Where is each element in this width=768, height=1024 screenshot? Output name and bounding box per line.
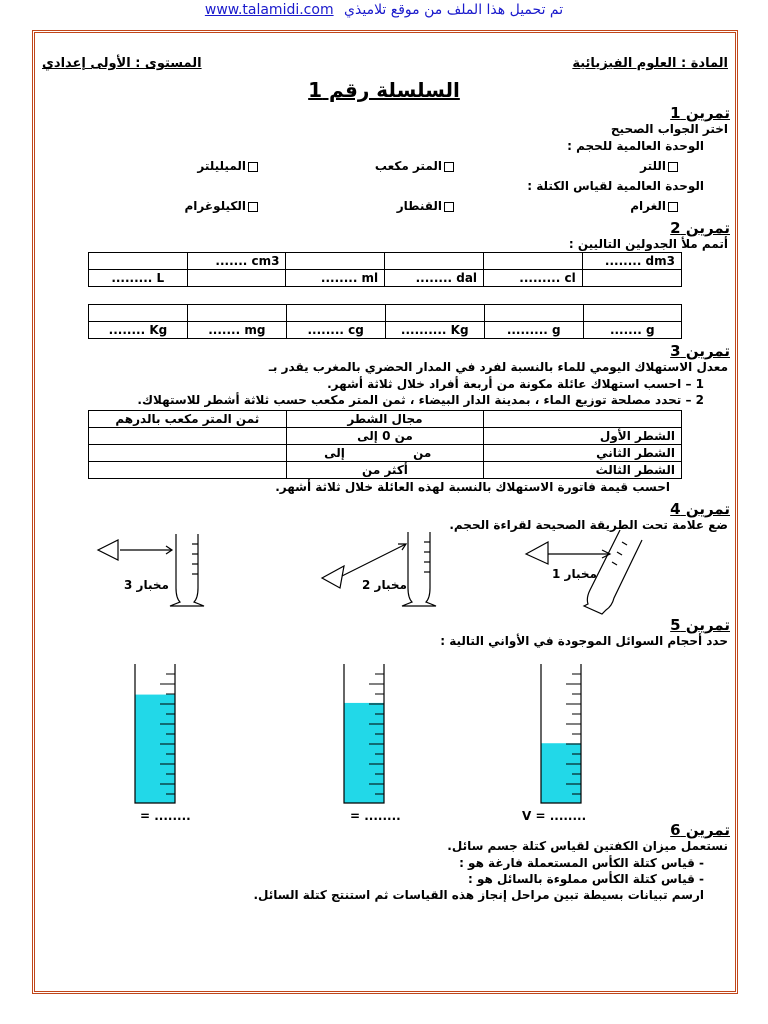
volume-answer-1[interactable]: = ........ bbox=[140, 809, 191, 823]
table-cell[interactable]: ........ dm3 bbox=[582, 253, 681, 270]
ex3-line-1: معدل الاستهلاك اليومي للماء بالنسبة لفرد في المدار الحضري بالمغرب يقدر بـ bbox=[268, 360, 728, 374]
exercise-3-title: تمرين 3 bbox=[670, 342, 730, 360]
table-cell[interactable] bbox=[582, 270, 681, 287]
ex6-line-3: - قياس كتلة الكأس مملوءة بالسائل هو : bbox=[468, 872, 704, 886]
container-3-drawing bbox=[540, 664, 582, 804]
table-cell[interactable] bbox=[187, 270, 286, 287]
table-cell[interactable] bbox=[385, 253, 484, 270]
table-row bbox=[89, 270, 682, 287]
checkbox-icon[interactable] bbox=[668, 162, 678, 172]
table-cell[interactable]: ......... g bbox=[484, 322, 583, 339]
ex3-line-2: 1 – احسب استهلاك عائلة مكونة من أربعة أفراد خلال ثلاثة أشهر. bbox=[327, 377, 704, 391]
cylinder-1-label: مخبار 1 bbox=[552, 567, 597, 581]
table-header: مجال الشطر bbox=[286, 411, 484, 428]
checkbox-icon[interactable] bbox=[444, 202, 454, 212]
ex3-price-table bbox=[88, 410, 682, 479]
ex1-option-quintal[interactable]: القنطار bbox=[397, 199, 456, 214]
ex3-line-4: احسب قيمة فاتورة الاستهلاك بالنسبة لهذه العائلة خلال ثلاثة أشهر. bbox=[275, 480, 670, 494]
table-cell bbox=[484, 411, 682, 428]
table-cell[interactable] bbox=[583, 305, 681, 322]
exercise-5-title: تمرين 5 bbox=[670, 616, 730, 634]
checkbox-icon[interactable] bbox=[248, 162, 258, 172]
container-2-drawing bbox=[343, 664, 385, 804]
table-cell[interactable] bbox=[484, 305, 583, 322]
cylinder-3-label: مخبار 3 bbox=[124, 578, 169, 592]
table-cell: أكثر من bbox=[286, 462, 484, 479]
table-cell[interactable]: .......... Kg bbox=[385, 322, 484, 339]
ex1-instruction: اختر الجواب الصحيح bbox=[610, 122, 728, 136]
table-row bbox=[89, 305, 682, 322]
site-url-link[interactable]: www.talamidi.com bbox=[204, 2, 334, 18]
table-cell[interactable]: ....... cm3 bbox=[187, 253, 286, 270]
volume-answer-3[interactable]: V = ........ bbox=[522, 809, 587, 823]
table-cell[interactable] bbox=[89, 253, 188, 270]
ex2-table-mass bbox=[88, 304, 682, 339]
table-header: ثمن المتر مكعب بالدرهم bbox=[89, 411, 287, 428]
checkbox-icon[interactable] bbox=[668, 202, 678, 212]
ex6-line-1: نستعمل ميزان الكفتين لقياس كتلة جسم سائل. bbox=[447, 839, 728, 853]
exercise-2-title: تمرين 2 bbox=[670, 219, 730, 237]
table-cell[interactable]: ........ dal bbox=[385, 270, 484, 287]
table-cell[interactable] bbox=[89, 428, 287, 445]
table-cell[interactable]: ........ cg bbox=[286, 322, 385, 339]
table-row bbox=[89, 411, 682, 428]
ex1-option-cubic-meter[interactable]: المتر مكعب bbox=[375, 159, 456, 174]
ex1-option-milliliter[interactable]: الميليلتر bbox=[197, 159, 260, 174]
container-1-drawing bbox=[134, 664, 176, 804]
table-cell: من إلى bbox=[286, 445, 484, 462]
exercise-4-title: تمرين 4 bbox=[670, 500, 730, 518]
ex1-option-kilogram[interactable]: الكيلوغرام bbox=[185, 199, 261, 214]
table-cell[interactable] bbox=[385, 305, 484, 322]
table-cell[interactable]: ....... g bbox=[583, 322, 681, 339]
ex5-instruction: حدد أحجام السوائل الموجودة في الأواني التالية : bbox=[440, 634, 728, 648]
cylinder-2-label: مخبار 2 bbox=[362, 578, 407, 592]
page-title: السلسلة رقم 1 bbox=[308, 78, 460, 102]
container-1 bbox=[134, 664, 176, 804]
table-row bbox=[89, 253, 682, 270]
ex2-table-volume bbox=[88, 252, 682, 287]
table-cell[interactable] bbox=[89, 462, 287, 479]
ex1-question-volume: الوحدة العالمية للحجم : bbox=[567, 139, 704, 153]
liquid-fill bbox=[344, 703, 384, 803]
checkbox-icon[interactable] bbox=[248, 202, 258, 212]
table-row bbox=[89, 462, 682, 479]
subject-label: المادة : العلوم الفيزيائية bbox=[572, 56, 728, 71]
site-header bbox=[0, 0, 768, 20]
ex4-instruction: ضع علامة تحت الطريقة الصحيحة لقراءة الحجم. bbox=[449, 518, 728, 532]
table-cell[interactable] bbox=[89, 445, 287, 462]
ex1-question-mass: الوحدة العالمية لقياس الكتلة : bbox=[527, 179, 704, 193]
table-cell[interactable]: ......... L bbox=[89, 270, 188, 287]
table-cell[interactable] bbox=[89, 305, 188, 322]
ex3-line-3: 2 – تحدد مصلحة توزيع الماء ، بمدينة الدار البيضاء ، ثمن المتر مكعب حسب ثلاثة أشطر للاستهلاك. bbox=[137, 393, 704, 407]
table-cell: الشطر الثاني bbox=[484, 445, 682, 462]
table-row bbox=[89, 445, 682, 462]
container-3 bbox=[540, 664, 582, 804]
container-2 bbox=[343, 664, 385, 804]
volume-answer-2[interactable]: = ........ bbox=[350, 809, 401, 823]
ex1-option-gram[interactable]: الغرام bbox=[630, 199, 680, 214]
exercise-6-title: تمرين 6 bbox=[670, 821, 730, 839]
table-cell[interactable] bbox=[187, 305, 286, 322]
graduated-cylinder-3 bbox=[98, 534, 204, 606]
ex1-option-liter[interactable]: اللتر bbox=[640, 159, 680, 174]
table-row bbox=[89, 322, 682, 339]
table-cell[interactable] bbox=[484, 253, 583, 270]
graduated-cylinder-2 bbox=[322, 532, 436, 606]
table-cell[interactable]: ......... cl bbox=[484, 270, 583, 287]
table-cell: من 0 إلى bbox=[286, 428, 484, 445]
liquid-fill bbox=[135, 695, 175, 803]
ex6-line-2: - قياس كتلة الكأس المستعملة فارغة هو : bbox=[459, 856, 704, 870]
table-cell[interactable]: ........ ml bbox=[286, 270, 385, 287]
table-cell[interactable] bbox=[286, 253, 385, 270]
table-cell[interactable]: ....... mg bbox=[187, 322, 286, 339]
download-note: تم تحميل هذا الملف من موقع تلاميذي bbox=[344, 2, 564, 18]
level-label: المستوى : الأولى إعدادي bbox=[42, 56, 202, 71]
table-cell: الشطر الأول bbox=[484, 428, 682, 445]
table-cell[interactable]: ........ Kg bbox=[89, 322, 188, 339]
ex2-instruction: أتمم ملأ الجدولين التاليين : bbox=[568, 237, 728, 251]
checkbox-icon[interactable] bbox=[444, 162, 454, 172]
ex6-line-4: ارسم تبيانات بسيطة تبين مراحل إنجاز هذه القياسات ثم استنتج كتلة السائل. bbox=[253, 888, 704, 902]
exercise-1-title: تمرين 1 bbox=[670, 104, 730, 122]
table-cell[interactable] bbox=[286, 305, 385, 322]
table-cell: الشطر الثالث bbox=[484, 462, 682, 479]
table-row bbox=[89, 428, 682, 445]
